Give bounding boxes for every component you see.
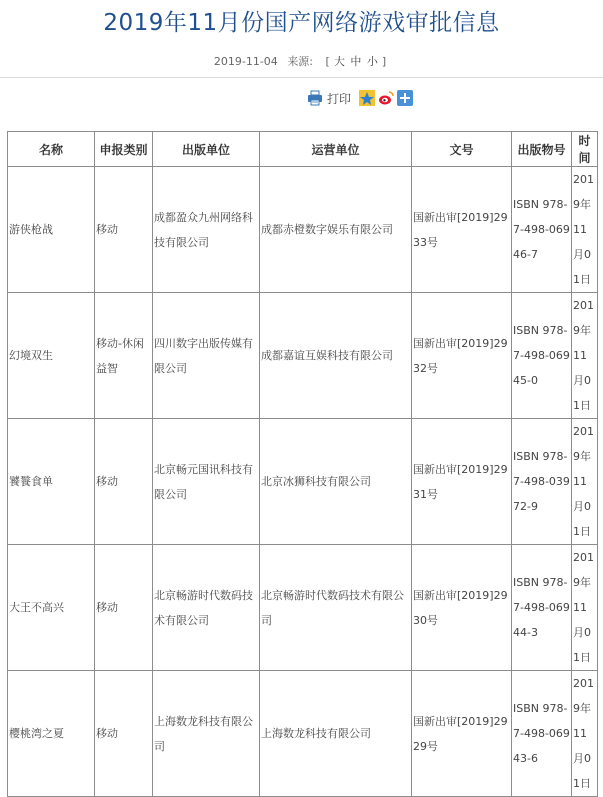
cell-publisher: 北京畅游时代数码技术有限公司 <box>153 545 260 671</box>
cell-name: 大王不高兴 <box>8 545 95 671</box>
size-bracket-close: ] <box>381 55 387 68</box>
header-publisher: 出版单位 <box>153 132 260 167</box>
cell-category: 移动 <box>95 419 153 545</box>
cell-category: 移动 <box>95 671 153 797</box>
cell-operator: 北京冰狮科技有限公司 <box>260 419 412 545</box>
weibo-share-icon[interactable] <box>378 90 394 106</box>
table-row <box>8 419 598 545</box>
cell-approval-number: 国新出审[2019]2931号 <box>412 419 512 545</box>
share-toolbar <box>307 89 416 107</box>
table-row <box>8 293 598 419</box>
cell-name: 樱桃湾之夏 <box>8 671 95 797</box>
table-row <box>8 671 598 797</box>
table-row <box>8 167 598 293</box>
cell-name: 游侠枪战 <box>8 167 95 293</box>
qzone-share-icon[interactable] <box>359 90 375 106</box>
cell-category: 移动-休闲益智 <box>95 293 153 419</box>
header-operator: 运营单位 <box>260 132 412 167</box>
font-size-medium-link[interactable]: 中 <box>350 55 362 68</box>
cell-date: 2019年11月01日 <box>572 167 598 293</box>
cell-operator: 成都赤橙数字娱乐有限公司 <box>260 167 412 293</box>
font-size-small-link[interactable]: 小 <box>366 55 378 68</box>
header-divider <box>0 77 603 78</box>
header-date: 时间 <box>572 132 598 167</box>
cell-approval-number: 国新出审[2019]2933号 <box>412 167 512 293</box>
table-row <box>8 545 598 671</box>
cell-isbn: ISBN 978-7-498-06946-7 <box>512 167 572 293</box>
cell-operator: 成都嘉谊互娱科技有限公司 <box>260 293 412 419</box>
cell-isbn: ISBN 978-7-498-06943-6 <box>512 671 572 797</box>
more-share-icon[interactable] <box>397 90 413 106</box>
cell-date: 2019年11月01日 <box>572 671 598 797</box>
cell-publisher: 北京畅元国讯科技有限公司 <box>153 419 260 545</box>
font-size-switcher <box>323 55 390 68</box>
cell-publisher: 成都盈众九州网络科技有限公司 <box>153 167 260 293</box>
cell-date: 2019年11月01日 <box>572 545 598 671</box>
article-date: 2019-11-04 <box>213 55 278 68</box>
cell-date: 2019年11月01日 <box>572 293 598 419</box>
header-category: 申报类别 <box>95 132 153 167</box>
cell-operator: 北京畅游时代数码技术有限公司 <box>260 545 412 671</box>
font-size-large-link[interactable]: 大 <box>333 55 345 68</box>
article-meta <box>0 53 603 69</box>
header-isbn: 出版物号 <box>512 132 572 167</box>
header-name: 名称 <box>8 132 95 167</box>
cell-category: 移动 <box>95 545 153 671</box>
size-bracket-open: [ <box>325 55 330 68</box>
article-title: 2019年11月份国产网络游戏审批信息 <box>103 10 500 36</box>
game-approval-table <box>7 131 598 797</box>
cell-operator: 上海数龙科技有限公司 <box>260 671 412 797</box>
cell-isbn: ISBN 978-7-498-06944-3 <box>512 545 572 671</box>
cell-approval-number: 国新出审[2019]2930号 <box>412 545 512 671</box>
cell-publisher: 四川数字出版传媒有限公司 <box>153 293 260 419</box>
cell-approval-number: 国新出审[2019]2929号 <box>412 671 512 797</box>
cell-name: 幻境双生 <box>8 293 95 419</box>
print-button[interactable]: 打印 <box>327 91 352 106</box>
cell-publisher: 上海数龙科技有限公司 <box>153 671 260 797</box>
cell-approval-number: 国新出审[2019]2932号 <box>412 293 512 419</box>
source-label: 来源: <box>287 55 314 68</box>
cell-isbn: ISBN 978-7-498-06945-0 <box>512 293 572 419</box>
cell-isbn: ISBN 978-7-498-03972-9 <box>512 419 572 545</box>
cell-name: 饕餮食单 <box>8 419 95 545</box>
header-approval-number: 文号 <box>412 132 512 167</box>
print-icon[interactable] <box>307 90 323 106</box>
cell-date: 2019年11月01日 <box>572 419 598 545</box>
cell-category: 移动 <box>95 167 153 293</box>
table-header-row <box>8 132 598 167</box>
